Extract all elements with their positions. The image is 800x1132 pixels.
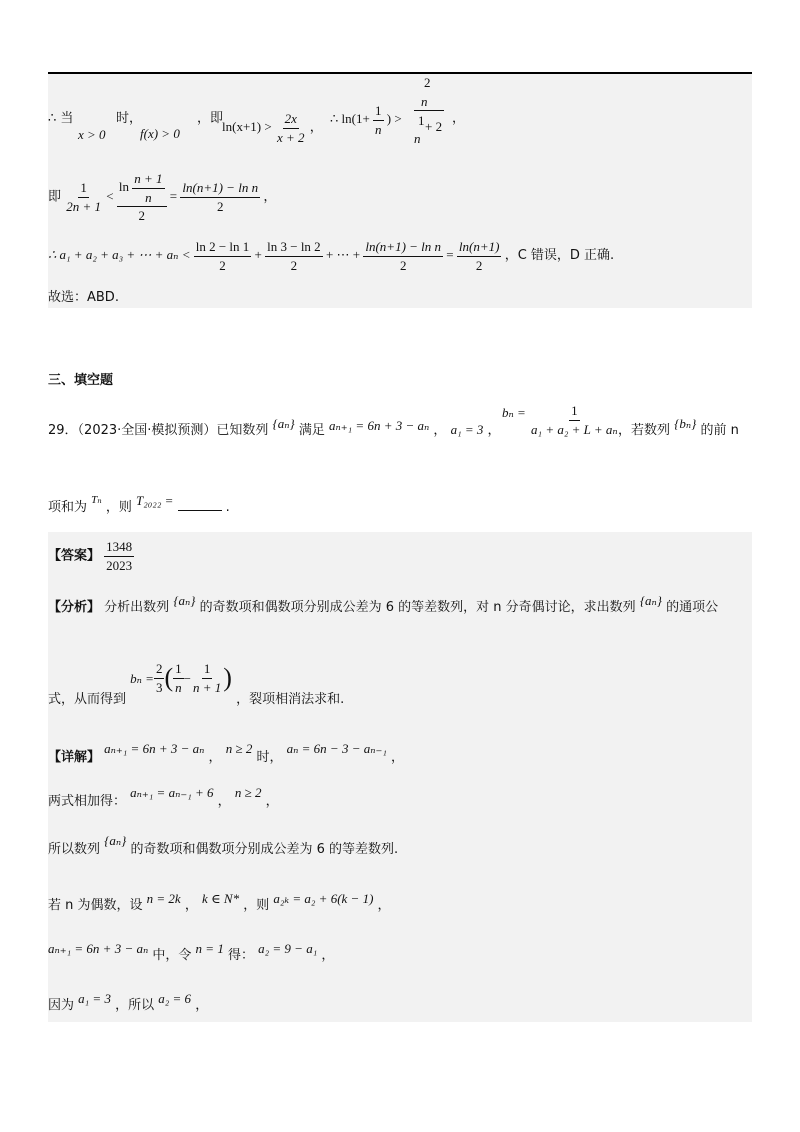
proof-line3-plus1: +: [254, 247, 262, 263]
analysis-text3: 的通项公: [666, 600, 719, 615]
detail-l2-pre: 两式相加得：: [48, 794, 127, 809]
detail-l6-eq1: a₁ = 3: [78, 991, 111, 1006]
frac-1-n-den: n: [175, 679, 182, 695]
proof-line1-time: 时，: [116, 111, 143, 126]
detail-l4-then: ，则: [243, 898, 270, 913]
frac-2x: [275, 112, 307, 144]
detail-l4-eq3: a₂ₖ = a₂ + 6(k − 1): [273, 891, 374, 906]
detail-l2-sep: ，: [217, 794, 231, 809]
detail-l6-eq2: a₂ = 6: [158, 991, 192, 1006]
detail-line6: [48, 991, 209, 1013]
analysis-bn-formula: [130, 662, 232, 694]
frac-ln-diff-num: ln(n+1) − ln n: [180, 181, 260, 198]
detail-l1-tail: ，: [391, 750, 405, 765]
question-line1: [48, 416, 501, 438]
answer-label: 【答案】: [48, 548, 101, 564]
detail-l5-eq2: n = 1: [195, 941, 224, 956]
detail-l2-cond: n ≥ 2: [234, 785, 262, 800]
frac-1-n1: [191, 662, 223, 694]
detail-l4-eq1: n = 2k: [146, 891, 181, 906]
question-Tn: Tₙ: [91, 494, 102, 506]
detail-l1-sep: ，: [208, 750, 222, 765]
question-seq-b: {bₙ}: [674, 416, 697, 431]
question-if-seq: ，若数列: [618, 423, 671, 438]
question-period: .: [225, 500, 230, 515]
frac-1-over-n: [373, 104, 384, 136]
detail-l1-time: 时，: [256, 750, 283, 765]
frac-1-over-n-num: 1: [373, 104, 384, 121]
question-front-n: 的前 n: [700, 423, 739, 438]
detail-l1-cond: n ≥ 2: [225, 741, 253, 756]
frac-t2: [265, 240, 323, 272]
proof-line3: [48, 240, 614, 272]
detail-l6-mid: ，所以: [115, 998, 155, 1013]
frac-t1: [194, 240, 252, 272]
frac-bn-den: a₁ + a₂ + L + aₙ: [531, 421, 618, 437]
detail-l5-mid: 中，令: [152, 948, 192, 963]
frac-1-n1-num: 1: [202, 662, 213, 679]
proof-line1-comma: ，: [309, 119, 323, 135]
frac-lhs-num: 1: [78, 181, 89, 198]
frac-n1-over-n: [132, 172, 164, 204]
proof-line2-tail: ，: [263, 189, 277, 205]
answer-den: 2023: [106, 557, 133, 573]
question-T2022: T₂₀₂₂ =: [136, 493, 174, 508]
detail-l3-post: 的奇数项和偶数项分别成公差为 6 的等差数列.: [130, 842, 399, 857]
frac-t4-num: ln(n+1): [457, 240, 502, 257]
detail-line4: [48, 891, 391, 913]
question-comma1: ，: [433, 423, 447, 438]
proof-ineq-left: ln(x+1) >: [222, 119, 272, 135]
frac-ln-ratio: [117, 172, 167, 223]
question-line1-tail: [618, 416, 739, 438]
detail-line3: [48, 833, 399, 857]
detail-l1-eq2: aₙ = 6n − 3 − aₙ₋₁: [286, 741, 387, 756]
paren-open: (: [164, 663, 174, 693]
detail-l2-tail: ，: [265, 794, 279, 809]
frac-1-over-n-den: n: [375, 121, 382, 137]
question-line2-pre: 项和为: [48, 500, 88, 515]
rhs-den-plus2: + 2: [425, 119, 443, 134]
frac-t2-den: 2: [290, 257, 298, 273]
analysis-minus: −: [183, 670, 191, 686]
proof-line2-lt: <: [106, 188, 114, 204]
detail-l1-eq1: aₙ₊₁ = 6n + 3 − aₙ: [104, 741, 205, 756]
proof-line2-ie: 即: [48, 189, 62, 205]
detail-l6-tail: ，: [195, 998, 209, 1013]
frac-ln-ratio-den: 2: [138, 208, 145, 224]
analysis-line2-pre: 式，从而得到: [48, 691, 127, 707]
proof-line1-ineq: [222, 112, 323, 144]
frac-n1-num: n + 1: [132, 172, 164, 189]
frac-1-n: [173, 662, 184, 694]
proof-line3-plus-dots: + ⋯ +: [325, 247, 361, 263]
analysis-line2: [48, 661, 345, 707]
detail-l5-eq1: aₙ₊₁ = 6n + 3 − aₙ: [48, 941, 149, 956]
analysis-line2-post: ，裂项相消法求和.: [236, 691, 345, 707]
analysis-seq2: {aₙ}: [639, 593, 662, 608]
analysis-bn-eq: bₙ =: [130, 670, 154, 686]
detail-l5-eq3: a₂ = 9 − a₁: [258, 941, 318, 956]
frac-bn: [529, 404, 620, 436]
proof-line3-lhs: ∴ a₁ + a₂ + a₃ + ⋯ + aₙ <: [48, 247, 191, 263]
detail-l3-pre: 所以数列: [48, 842, 101, 857]
rhs-den-n: n: [414, 131, 421, 146]
question-bn-lhs: bₙ =: [502, 405, 526, 421]
frac-t3-den: 2: [399, 257, 407, 273]
rhs-num-n: n: [421, 94, 428, 109]
question-recurrence: aₙ₊₁ = 6n + 3 − aₙ: [329, 418, 430, 433]
proof-gt-paren: ) >: [386, 111, 402, 127]
detail-l3-seq: {aₙ}: [104, 833, 127, 848]
question-then: ，则: [105, 500, 132, 515]
question-number-source: 29．（2023·全国·模拟预测）已知数列: [48, 423, 269, 438]
paren-close: ): [223, 663, 232, 693]
detail-l5-tail: ，: [321, 948, 335, 963]
analysis-text1: 分析出数列: [104, 600, 170, 615]
frac-t4-den: 2: [475, 257, 483, 273]
detail-l5-get: 得：: [227, 948, 254, 963]
detail-line2: [48, 785, 279, 809]
frac-2x-num: 2x: [283, 112, 299, 129]
proof-line1-tail: ，: [452, 111, 466, 126]
frac-1-n-num: 1: [173, 662, 184, 679]
proof-line1-ln: [330, 104, 402, 136]
frac-2-3-num: 2: [154, 662, 165, 679]
detail-l4-eq2: k ∈ N*: [202, 891, 240, 906]
proof-line1-fx: f(x) > 0: [140, 126, 180, 141]
frac-t3-num: ln(n+1) − ln n: [363, 240, 443, 257]
question-satisfies: 满足: [298, 423, 325, 438]
detail-line1: [48, 741, 405, 765]
frac-ln-diff-den: 2: [216, 198, 224, 214]
frac-bn-num: 1: [569, 404, 580, 421]
answer-fraction: [104, 540, 134, 572]
frac-1-n1-den: n + 1: [192, 679, 222, 695]
answer-blank: [178, 498, 222, 511]
question-seq-a: {aₙ}: [272, 416, 295, 431]
section-title: 三、填空题: [48, 373, 114, 388]
frac-2x-den: x + 2: [276, 129, 305, 145]
proof-line1-therefore-when: ∴ 当: [48, 111, 74, 126]
proof-choice-line: 故选：ABD.: [48, 290, 119, 305]
frac-ln-diff: [180, 181, 260, 213]
analysis-label: 【分析】: [48, 600, 101, 615]
frac-2-3: [154, 662, 165, 694]
frac-lhs-den: 2n + 1: [66, 198, 102, 214]
rhs-num-top: 2: [424, 75, 431, 90]
analysis-line1: [48, 593, 719, 615]
frac-t4: [457, 240, 502, 272]
detail-l6-pre: 因为: [48, 998, 75, 1013]
frac-n1-den: n: [145, 189, 152, 205]
proof-line2: [48, 172, 276, 223]
detail-l4-sep: ，: [184, 898, 198, 913]
proof-therefore-ln: ∴ ln(1+: [330, 111, 370, 127]
detail-line5: [48, 941, 335, 963]
proof-line1-ie: ，即: [197, 111, 224, 126]
frac-t1-num: ln 2 − ln 1: [194, 240, 252, 257]
question-a1: a₁ = 3: [450, 422, 484, 437]
frac-2-3-den: 3: [155, 679, 163, 695]
frac-1-over-2n1: [64, 181, 103, 213]
proof-line2-eq: =: [169, 188, 178, 204]
frac-t2-num: ln 3 − ln 2: [265, 240, 323, 257]
detail-l2-eq: aₙ₊₁ = aₙ₋₁ + 6: [130, 785, 214, 800]
frac-t1-den: 2: [219, 257, 226, 273]
frac-ln-ratio-num: [117, 172, 167, 207]
proof-line3-tail: ，C 错误，D 正确.: [504, 248, 615, 264]
question-line2: [48, 493, 230, 515]
detail-l4-tail: ，: [377, 898, 391, 913]
proof-line3-eq: =: [446, 247, 454, 263]
analysis-seq: {aₙ}: [173, 593, 196, 608]
rhs-frac-bar: [414, 110, 444, 111]
question-comma2: ，: [487, 423, 501, 438]
answer-num: 1348: [104, 540, 134, 557]
ln-label: ln: [118, 179, 130, 195]
detail-label: 【详解】: [48, 750, 101, 765]
rhs-den-1: 1: [418, 113, 425, 128]
proof-line1-x-gt-0: x > 0: [78, 127, 106, 142]
answer-line: [48, 540, 134, 572]
detail-l4-pre: 若 n 为偶数，设: [48, 898, 143, 913]
frac-t3: [363, 240, 443, 272]
analysis-text2: 的奇数项和偶数项分别成公差为 6 的等差数列，对 n 分奇偶讨论，求出数列: [199, 600, 636, 615]
question-bn-def: [502, 404, 620, 436]
